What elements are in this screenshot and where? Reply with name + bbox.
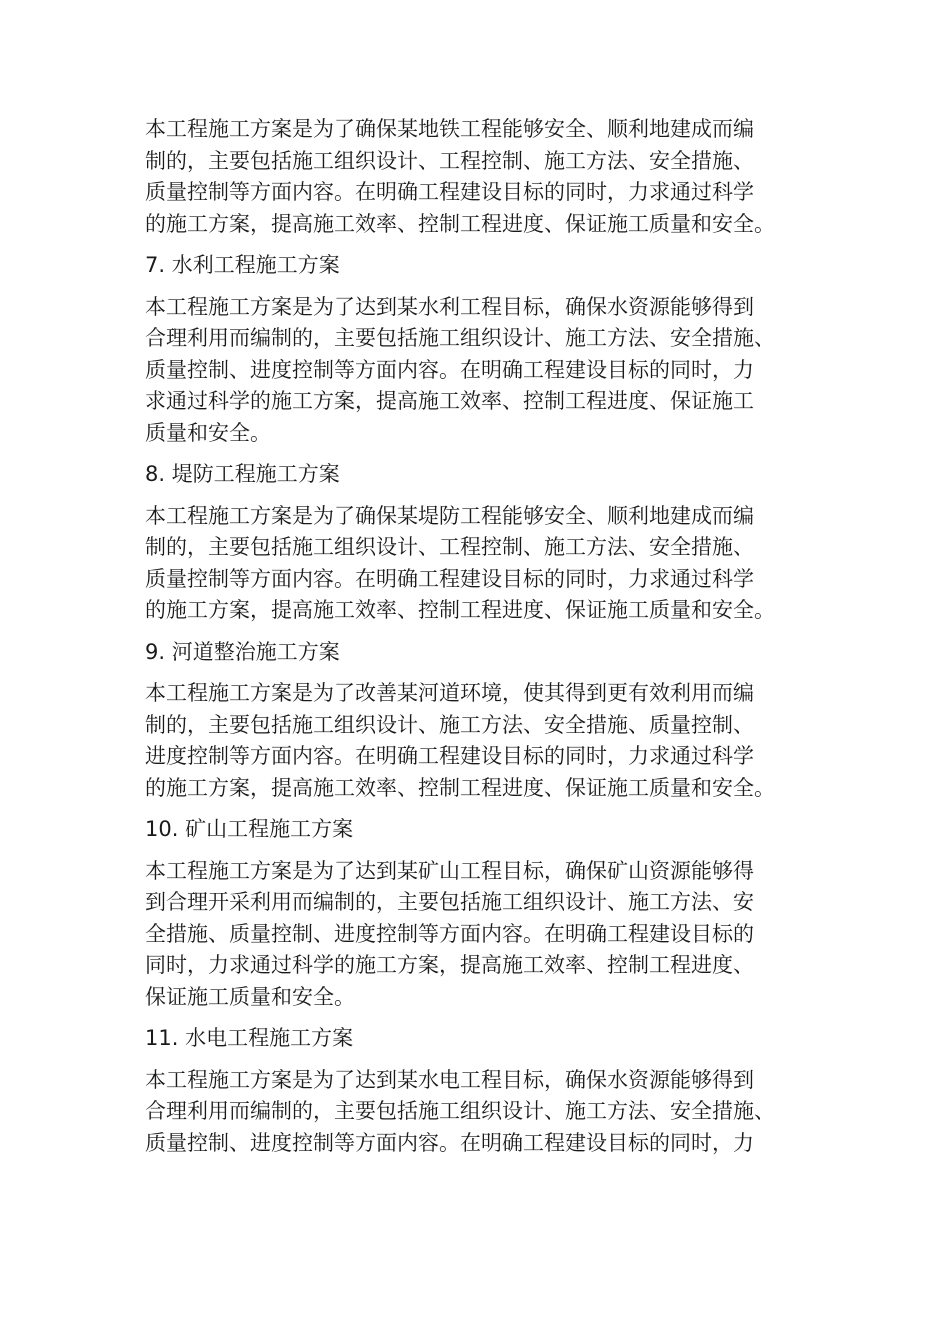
paragraph-mining <box>145 856 810 1014</box>
paragraph-line: 本工程施工方案是为了达到某水电工程目标，确保水资源能够得到 <box>145 1067 754 1092</box>
paragraph-line: 制的，主要包括施工组织设计、工程控制、施工方法、安全措施、 <box>145 535 754 559</box>
paragraph-line: 本工程施工方案是为了确保某堤防工程能够安全、顺利地建成而编 <box>145 503 754 528</box>
paragraph-line: 的施工方案，提高施工效率、控制工程进度、保证施工质量和安全。 <box>145 598 775 622</box>
paragraph-line: 本工程施工方案是为了达到某水利工程目标，确保水资源能够得到 <box>145 294 754 319</box>
paragraph-water-conservancy <box>145 292 810 450</box>
paragraph-line: 质量控制、进度控制等方面内容。在明确工程建设目标的同时，力 <box>145 1130 754 1155</box>
paragraph-line: 同时，力求通过科学的施工方案，提高施工效率、控制工程进度、 <box>145 953 754 977</box>
paragraph-line: 本工程施工方案是为了改善某河道环境，使其得到更有效利用而编 <box>145 681 754 705</box>
paragraph-metro <box>145 114 810 240</box>
paragraph-hydropower <box>145 1065 810 1160</box>
paragraph-line: 求通过科学的施工方案，提高施工效率、控制工程进度、保证施工 <box>145 389 754 413</box>
paragraph-line: 质量控制等方面内容。在明确工程建设目标的同时，力求通过科学 <box>145 180 754 204</box>
section-heading-river-regulation: 9. 河道整治施工方案 <box>145 639 340 664</box>
paragraph-line: 的施工方案，提高施工效率、控制工程进度、保证施工质量和安全。 <box>145 211 775 236</box>
paragraph-line: 合理利用而编制的，主要包括施工组织设计、施工方法、安全措施、 <box>145 1099 775 1123</box>
paragraph-line: 本工程施工方案是为了达到某矿山工程目标，确保矿山资源能够得 <box>145 858 754 883</box>
section-heading-embankment: 8. 堤防工程施工方案 <box>145 462 340 486</box>
paragraph-line: 质量控制等方面内容。在明确工程建设目标的同时，力求通过科学 <box>145 566 754 591</box>
paragraph-line: 质量和安全。 <box>145 420 271 445</box>
section-heading-mining: 10. 矿山工程施工方案 <box>145 817 354 841</box>
paragraph-line: 进度控制等方面内容。在明确工程建设目标的同时，力求通过科学 <box>145 744 754 768</box>
document-page <box>145 114 810 1169</box>
paragraph-line: 到合理开采利用而编制的，主要包括施工组织设计、施工方法、安 <box>145 890 754 914</box>
paragraph-line: 合理利用而编制的，主要包括施工组织设计、施工方法、安全措施、 <box>145 326 775 350</box>
paragraph-line: 保证施工质量和安全。 <box>145 984 355 1009</box>
paragraph-line: 制的，主要包括施工组织设计、施工方法、安全措施、质量控制、 <box>145 712 754 737</box>
section-heading-water-conservancy: 7. 水利工程施工方案 <box>145 253 340 277</box>
paragraph-line: 质量控制、进度控制等方面内容。在明确工程建设目标的同时，力 <box>145 357 754 382</box>
section-heading-hydropower: 11. 水电工程施工方案 <box>145 1026 354 1050</box>
paragraph-line: 全措施、质量控制、进度控制等方面内容。在明确工程建设目标的 <box>145 921 754 946</box>
paragraph-river-regulation <box>145 678 810 804</box>
paragraph-line: 制的，主要包括施工组织设计、工程控制、施工方法、安全措施、 <box>145 148 754 173</box>
paragraph-embankment <box>145 501 810 627</box>
paragraph-line: 本工程施工方案是为了确保某地铁工程能够安全、顺利地建成而编 <box>145 117 754 141</box>
paragraph-line: 的施工方案，提高施工效率、控制工程进度、保证施工质量和安全。 <box>145 775 775 800</box>
